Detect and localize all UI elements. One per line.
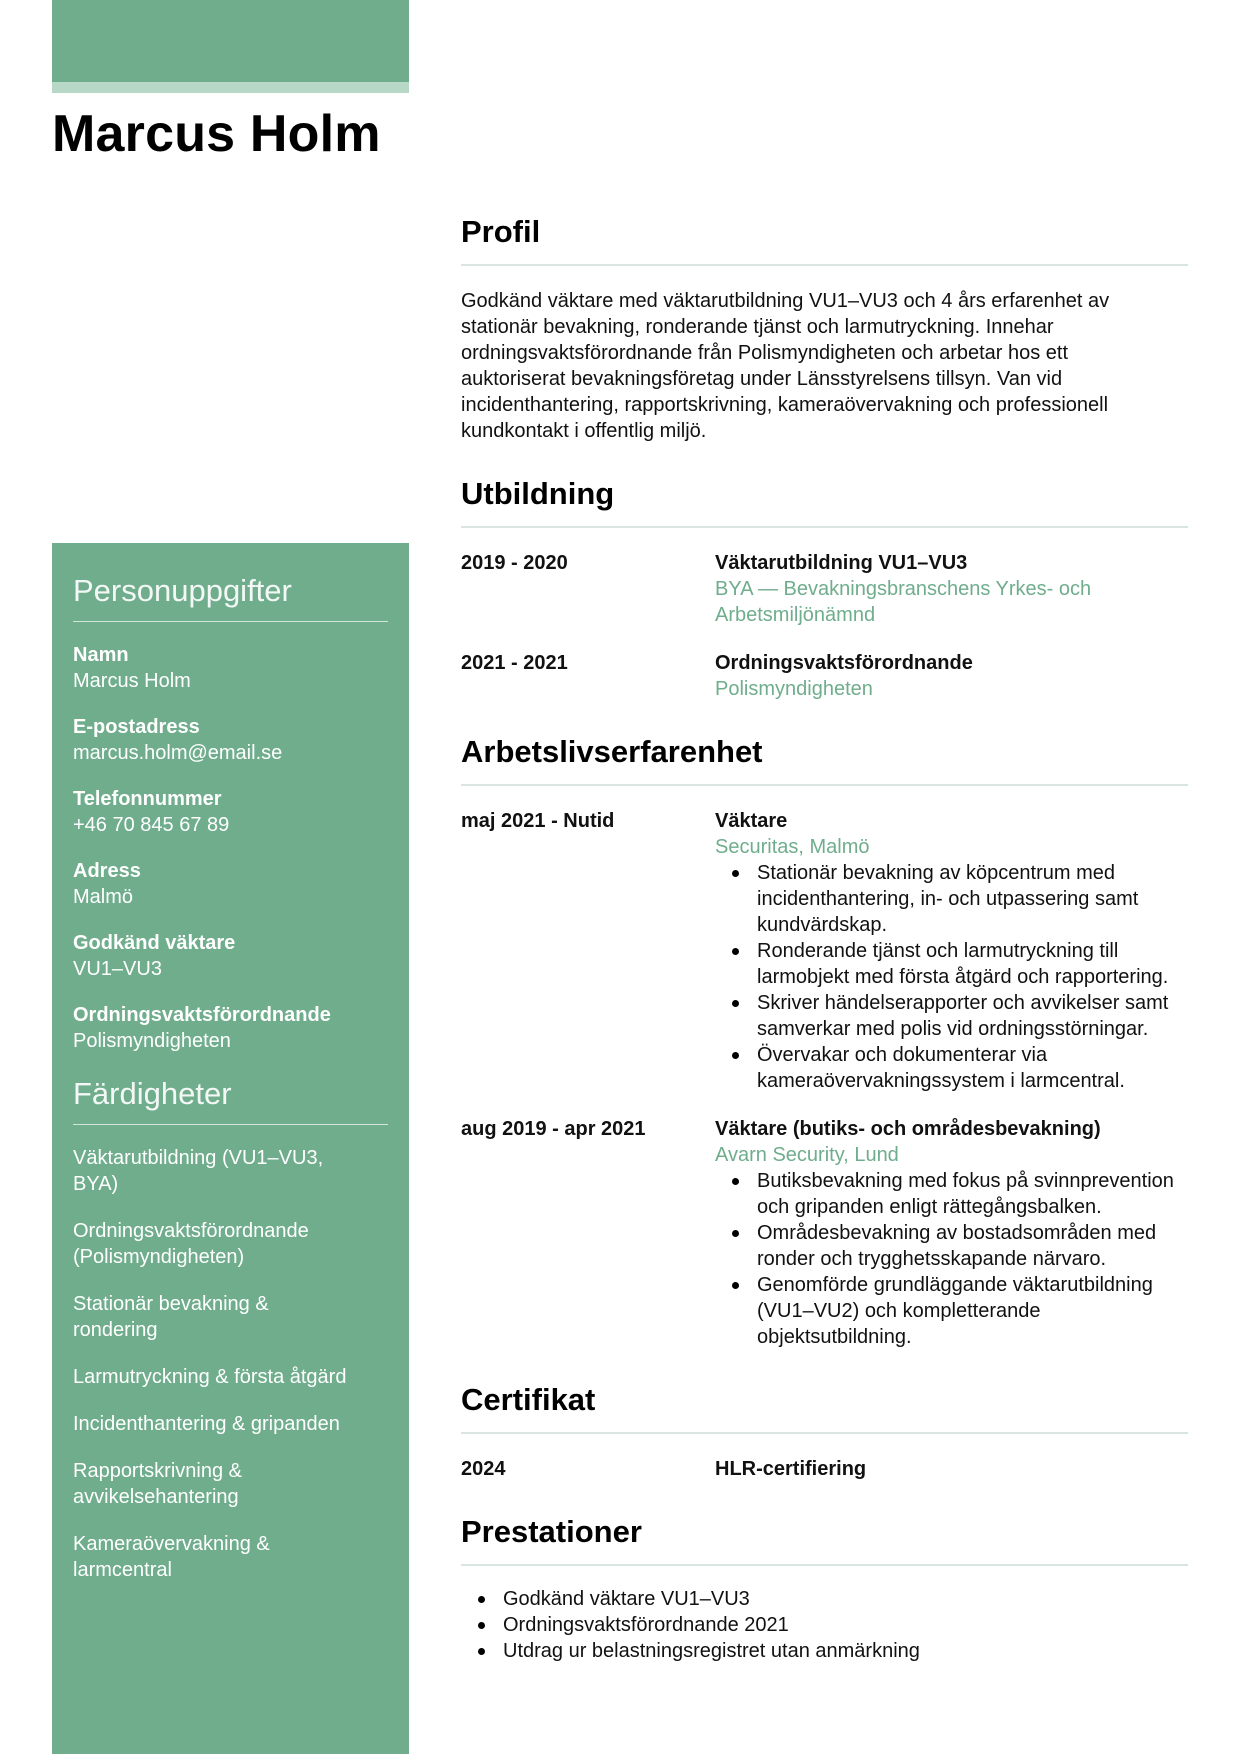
personal-item-address [73,858,388,910]
profile-section [461,214,1188,444]
section-heading: Profil [461,214,1188,266]
skills-heading: Färdigheter [73,1076,388,1125]
entry-institution: Polismyndigheten [715,678,873,700]
personal-info-heading: Personuppgifter [73,573,388,622]
entry-body [715,808,1188,1094]
skill-item: Kameraövervakning & larmcentral [73,1533,270,1581]
achievements-section [461,1514,1188,1664]
achievements-list [461,1586,1188,1664]
education-entry [461,550,1188,628]
bullet-item: Stationär bevakning av köpcentrum med incidenthantering, in- och utpassering samt kundvärdskap. [715,860,1188,938]
personal-item-value: Marcus Holm [73,670,191,692]
education-entry [461,650,1188,702]
entry-title: Ordningsvaktsförordnande [715,652,973,674]
entry-employer: Avarn Security, Lund [715,1144,899,1166]
bullet-item: Butiksbevakning med fokus på svinnprevention och gripanden enligt rättegångsbalken. [715,1168,1188,1220]
bullet-item: Områdesbevakning av bostadsområden med ronder och trygghetsskapande närvaro. [715,1220,1188,1272]
personal-item-name [73,642,388,694]
entry-body [715,550,1188,628]
sidebar [52,543,409,1754]
entry-date: 2024 [461,1458,506,1480]
section-heading: Arbetslivserfarenhet [461,734,1188,786]
skill-item: Rapportskrivning & avvikelsehantering [73,1460,242,1508]
header-accent-stripe [52,82,409,93]
entry-title: Väktare [715,810,788,832]
entry-employer: Securitas, Malmö [715,836,870,858]
entry-bullets [715,860,1188,1094]
education-section [461,476,1188,702]
personal-item-label: Namn [73,644,129,666]
section-heading: Certifikat [461,1382,1188,1434]
personal-item-value: +46 70 845 67 89 [73,814,230,836]
personal-info-list [73,642,388,1054]
personal-item-value: VU1–VU3 [73,958,162,980]
personal-item-label: Ordningsvaktsförordnande [73,1004,331,1026]
certificates-section [461,1382,1188,1482]
entry-date: 2019 - 2020 [461,552,568,574]
entry-body [715,650,1188,702]
personal-item-value: Malmö [73,886,134,908]
entry-body [715,1116,1188,1350]
personal-item-email [73,714,388,766]
skill-item: Väktarutbildning (VU1–VU3, BYA) [73,1147,324,1195]
personal-item-label: Godkänd väktare [73,932,236,954]
entry-date: aug 2019 - apr 2021 [461,1118,646,1140]
entry-institution: BYA — Bevakningsbranschens Yrkes- och Arbetsmiljönämnd [715,578,1092,626]
personal-item-label: Adress [73,860,141,882]
entry-date: maj 2021 - Nutid [461,810,615,832]
bullet-item: Genomförde grundläggande väktarutbildning (VU1–VU2) och kompletterande objektsutbildning. [715,1272,1188,1350]
personal-item-label: E-postadress [73,716,200,738]
personal-item-value: marcus.holm@email.se [73,742,283,764]
personal-item-guard-license [73,930,388,982]
main-content [461,214,1188,1664]
experience-section [461,734,1188,1350]
section-heading: Utbildning [461,476,1188,528]
skill-item: Ordningsvaktsförordnande (Polismyndigheten) [73,1220,309,1268]
entry-bullets [715,1168,1188,1350]
entry-date: 2021 - 2021 [461,652,568,674]
skill-item: Incidenthantering & gripanden [73,1413,340,1435]
bullet-item: Ronderande tjänst och larmutryckning till larmobjekt med första åtgärd och rapportering. [715,938,1188,990]
header-accent-block [52,0,409,82]
entry-title: Väktarutbildning VU1–VU3 [715,552,968,574]
personal-item-phone [73,786,388,838]
entry-body [715,1456,1188,1482]
bullet-item: Skriver händelserapporter och avvikelser samt samverkar med polis vid ordningsstörningar. [715,990,1188,1042]
achievement-item: Ordningsvaktsförordnande 2021 [461,1612,1188,1638]
bullet-item: Övervakar och dokumenterar via kameraövervakningssystem i larmcentral. [715,1042,1188,1094]
skills-list [73,1145,388,1583]
experience-entry [461,808,1188,1094]
entry-title: Väktare (butiks- och områdesbevakning) [715,1118,1101,1140]
personal-item-label: Telefonnummer [73,788,222,810]
experience-entry [461,1116,1188,1350]
personal-item-order-guard [73,1002,388,1054]
profile-text: Godkänd väktare med väktarutbildning VU1–VU3 och 4 års erfarenhet av stationär bevakning, ronderande tjänst och larmutryckning. Innehar ordningsvaktsförordnande från Polismyndigheten och arbetar hos ett auktoriserat bevakningsföretag under Länsstyrelsens tillsyn. Van vid incidenthantering, rapportskrivning, kameraövervakning och professionell kundkontakt i offentlig miljö. [461,290,1110,442]
skill-item: Larmutryckning & första åtgärd [73,1366,347,1388]
achievement-item: Utdrag ur belastningsregistret utan anmärkning [461,1638,1188,1664]
personal-item-value: Polismyndigheten [73,1030,231,1052]
entry-title: HLR-certifiering [715,1458,867,1480]
achievement-item: Godkänd väktare VU1–VU3 [461,1586,1188,1612]
candidate-name: Marcus Holm [52,105,381,163]
certificate-entry [461,1456,1188,1482]
section-heading: Prestationer [461,1514,1188,1566]
skill-item: Stationär bevakning & rondering [73,1293,269,1341]
